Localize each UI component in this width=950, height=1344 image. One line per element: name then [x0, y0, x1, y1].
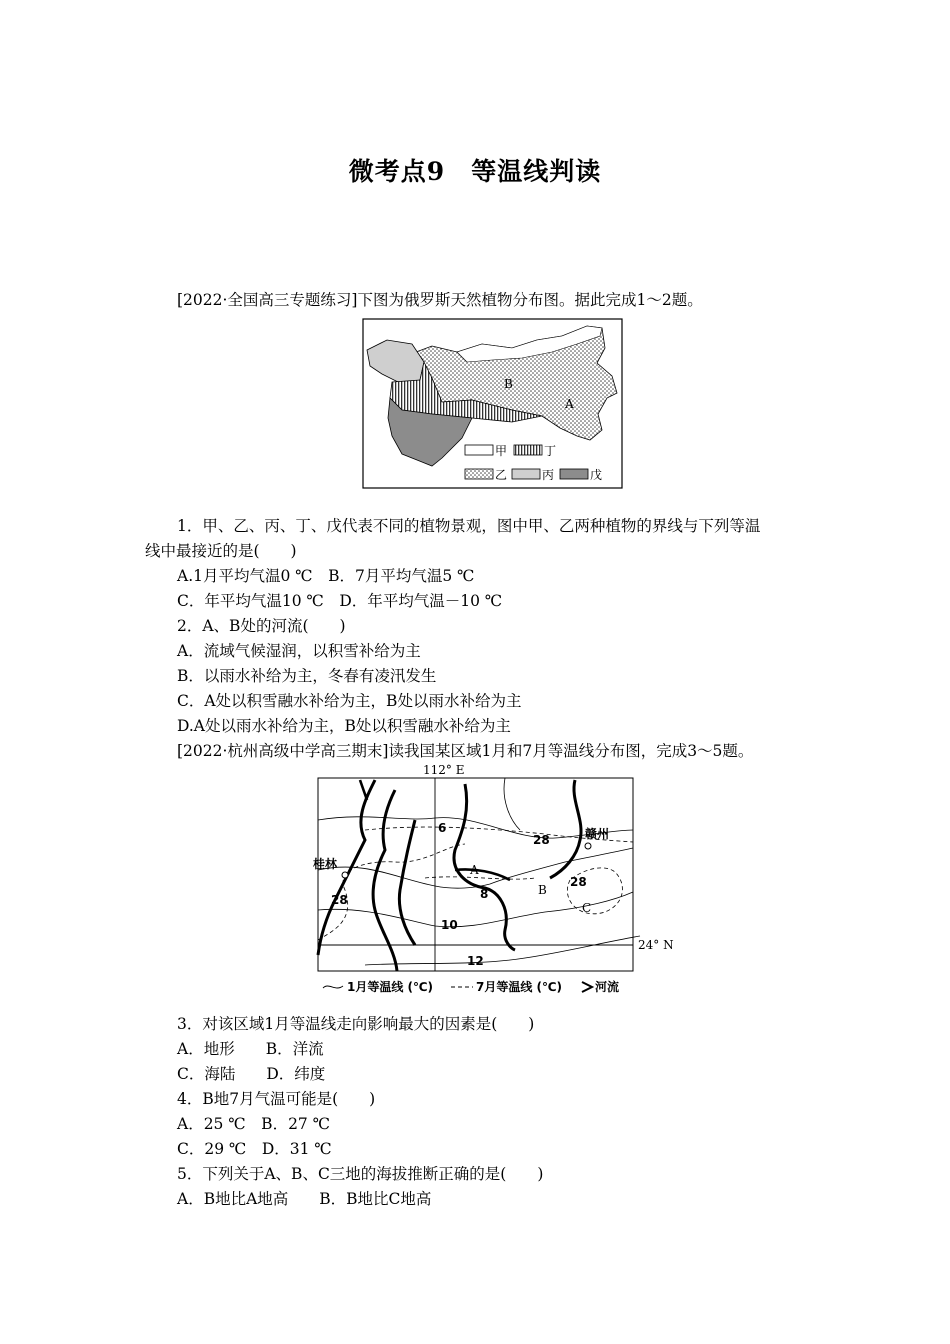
legend-jul-isotherm: 7月等温线 (℃)	[476, 980, 563, 994]
q4-stem: 4．B地7月气温可能是( )	[177, 1090, 376, 1108]
legend-bing: 丙	[542, 468, 555, 482]
q3-stem: 3．对该区域1月等温线走向影响最大的因素是( )	[177, 1015, 535, 1033]
isotherm-map	[305, 760, 675, 998]
iso-label-28-a: 28	[533, 833, 550, 847]
legend-river: 河流	[595, 980, 620, 994]
q4-options-ab: A．25 ℃ B．27 ℃	[177, 1115, 331, 1133]
iso-label-12: 12	[467, 954, 484, 968]
city-ganzhou: 赣州	[585, 827, 610, 841]
latitude-label: 24° N	[638, 938, 674, 952]
iso-label-6: 6	[438, 821, 447, 835]
q2-option-a: A．流域气候湿润，以积雪补给为主	[177, 642, 421, 660]
q3-options-ab: A．地形 B．洋流	[177, 1040, 324, 1058]
q1-options-ab: A.1月平均气温0 ℃ B．7月平均气温5 ℃	[177, 567, 475, 585]
legend-yi: 乙	[495, 468, 508, 482]
iso-label-10: 10	[441, 918, 458, 932]
q5-stem: 5．下列关于A、B、C三地的海拔推断正确的是( )	[177, 1165, 544, 1183]
q2-stem: 2．A、B处的河流( )	[177, 617, 346, 635]
q5-options-ab: A．B地比A地高 B．B地比C地高	[177, 1190, 432, 1208]
point-C: C	[582, 901, 592, 915]
q2-option-b: B．以雨水补给为主，冬春有凌汛发生	[177, 667, 437, 685]
intro-text-2: [2022·杭州高级中学高三期末]读我国某区域1月和7月等温线分布图，完成3～5题。	[177, 742, 754, 760]
page-title: 微考点9 等温线判读	[348, 157, 602, 186]
q1-stem-line1: 1．甲、乙、丙、丁、戊代表不同的植物景观，图中甲、乙两种植物的界线与下列等温	[177, 517, 761, 535]
q2-option-d: D.A处以雨水补给为主，B处以积雪融水补给为主	[177, 717, 511, 735]
iso-label-28-c: 28	[331, 893, 348, 907]
legend-jan-isotherm: 1月等温线 (℃)	[347, 980, 434, 994]
longitude-label: 112° E	[423, 763, 465, 777]
point-A: A	[470, 863, 479, 877]
legend-ding: 丁	[544, 444, 557, 458]
point-B: B	[538, 883, 547, 897]
q1-options-cd: C．年平均气温10 ℃ D．年平均气温－10 ℃	[177, 592, 503, 610]
iso-label-28-b: 28	[570, 875, 587, 889]
legend-wu: 戊	[590, 468, 603, 482]
map1-label-A: A	[565, 397, 574, 411]
iso-label-8: 8	[480, 887, 489, 901]
q1-stem-line2: 线中最接近的是( )	[145, 542, 297, 560]
city-guilin: 桂林	[313, 857, 338, 871]
intro-text-1: [2022·全国高三专题练习]下图为俄罗斯天然植物分布图。据此完成1～2题。	[177, 291, 703, 309]
q4-options-cd: C．29 ℃ D．31 ℃	[177, 1140, 332, 1158]
q2-option-c: C．A处以积雪融水补给为主，B处以雨水补给为主	[177, 692, 522, 710]
legend-jia: 甲	[495, 444, 508, 458]
map1-label-B: B	[504, 377, 513, 391]
q3-options-cd: C．海陆 D．纬度	[177, 1065, 326, 1083]
russia-vegetation-map	[362, 318, 624, 490]
